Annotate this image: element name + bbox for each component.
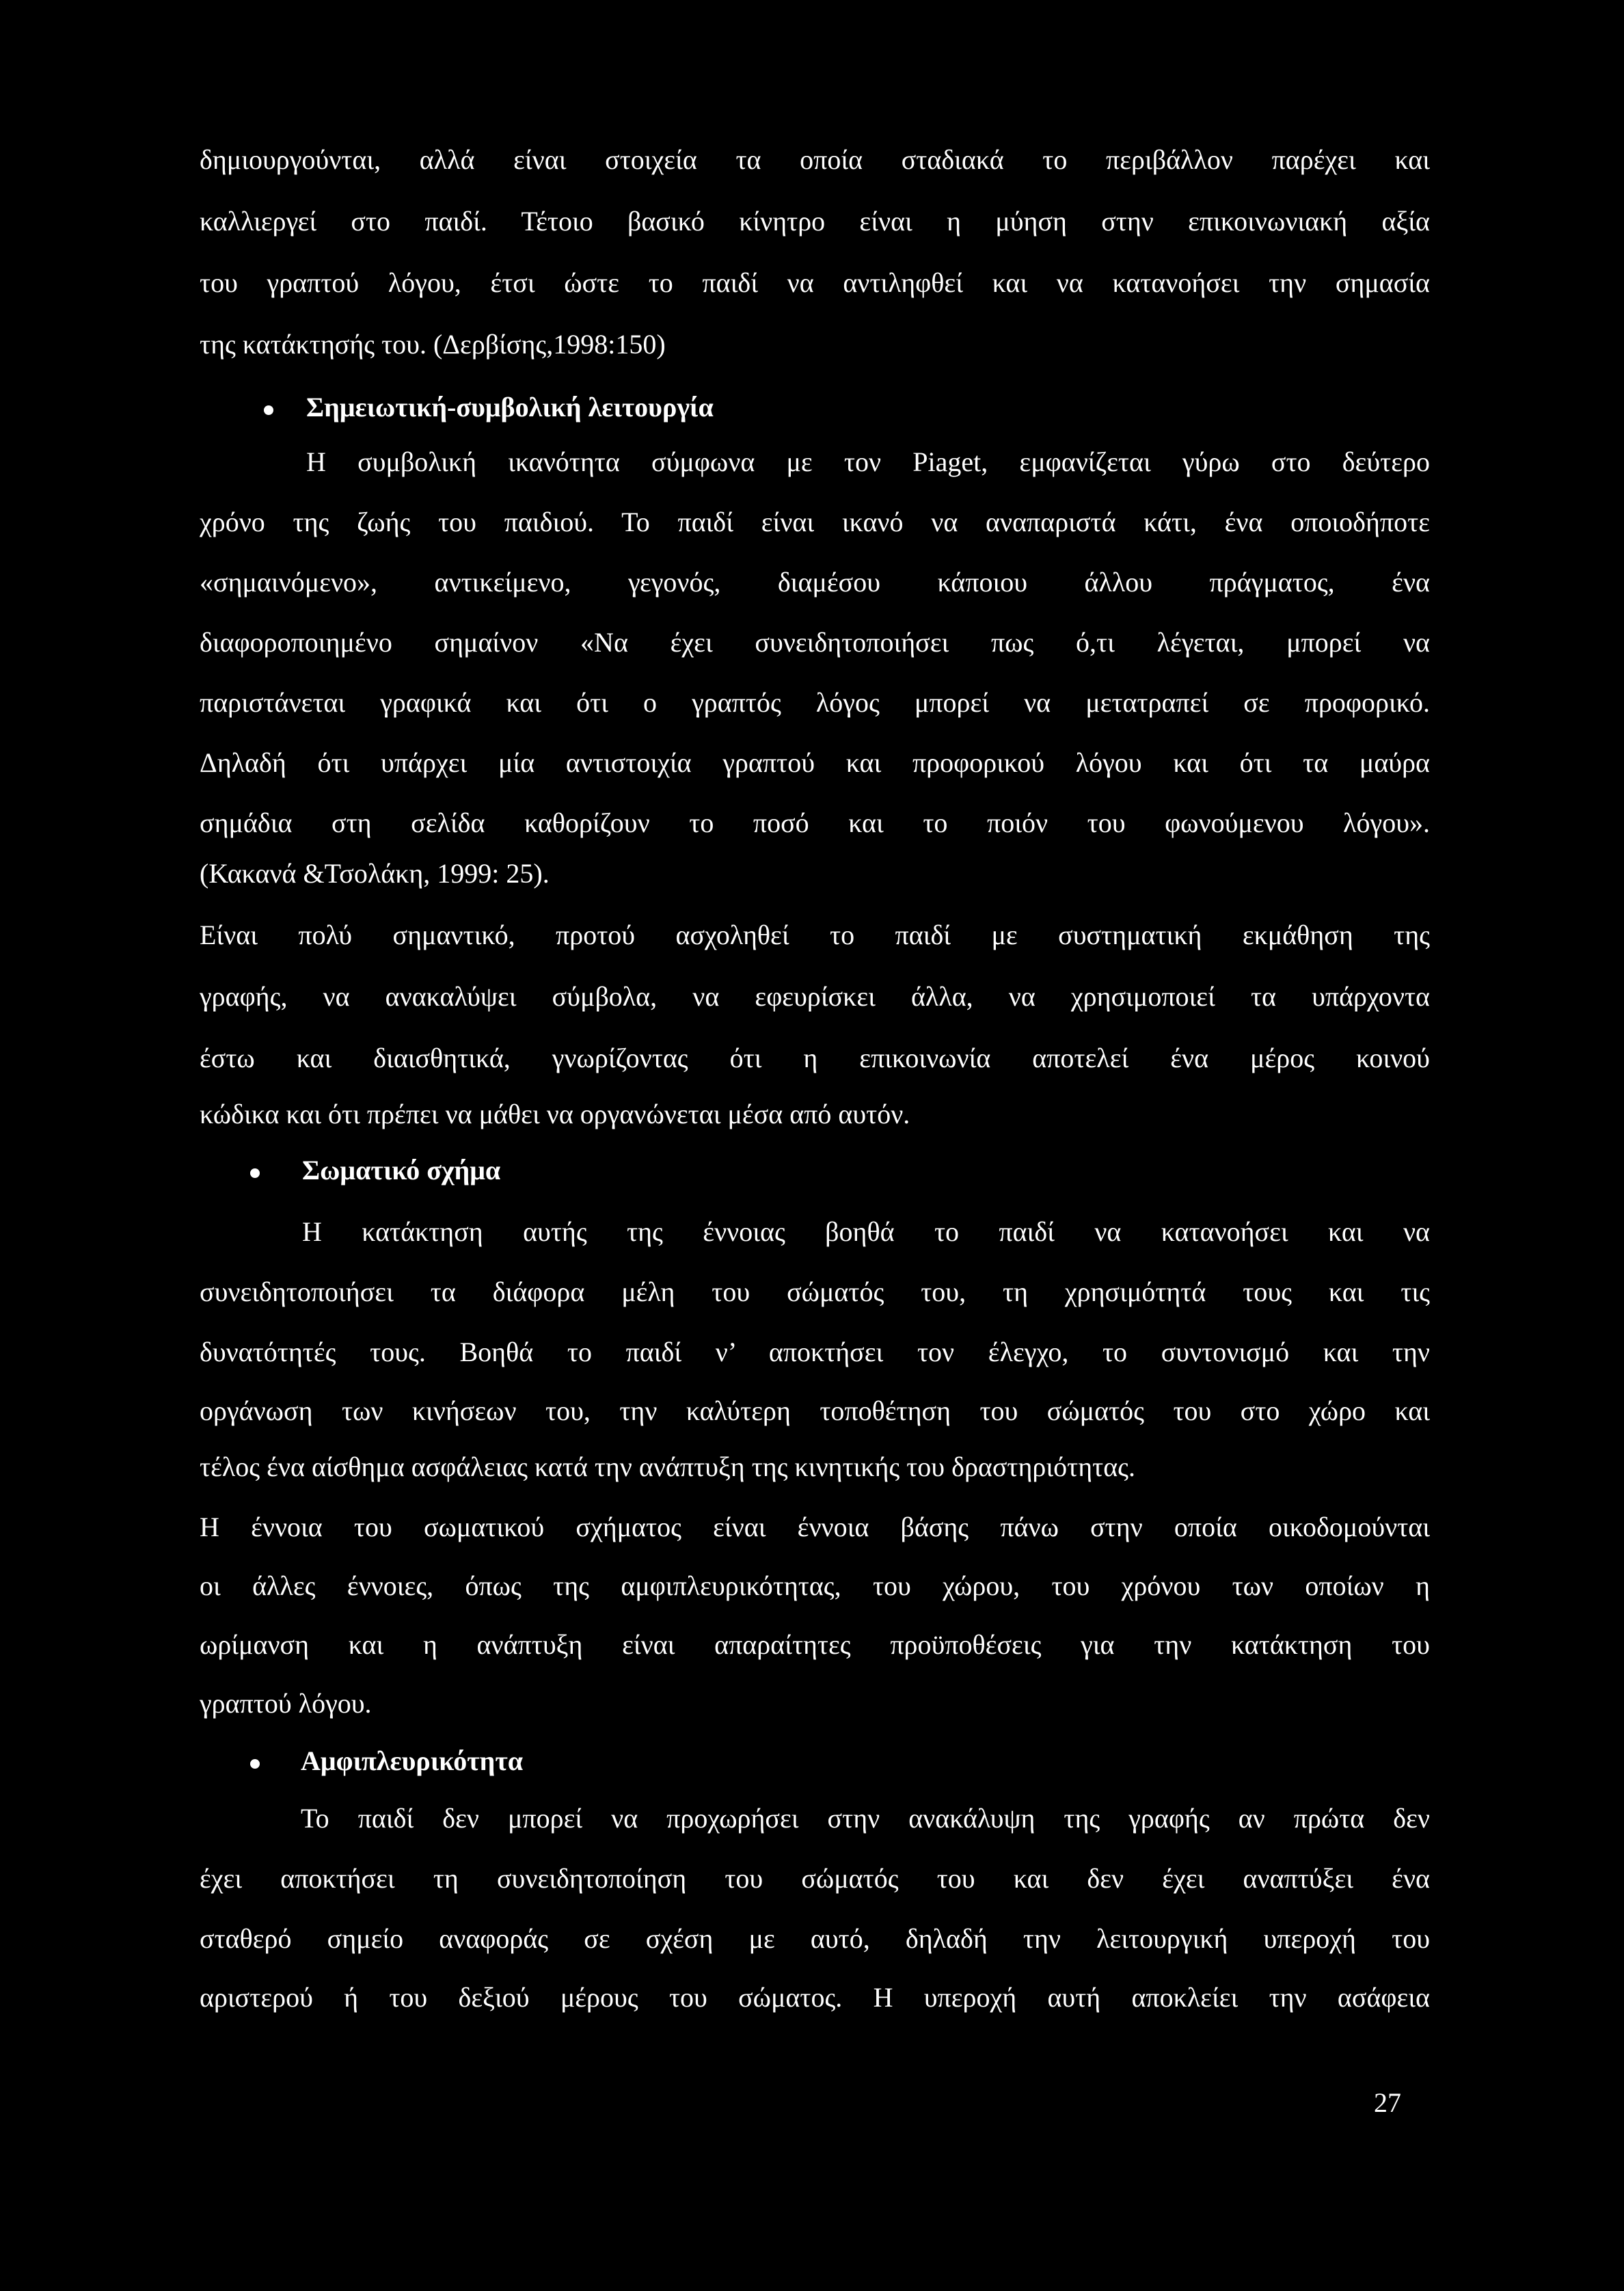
text-line: Το παιδί δεν μπορεί να προχωρήσει στην ανακάλυψη της γραφής αν πρώτα δεν (301, 1803, 1430, 1834)
text-line: έχει αποκτήσει τη συνειδητοποίηση του σώματός του και δεν έχει αναπτύξει ένα (200, 1863, 1430, 1894)
text-line: σημάδια στη σελίδα καθορίζουν το ποσό και το ποιόν του φωνούμενου λόγου». (200, 807, 1430, 838)
text-line: καλλιεργεί στο παιδί. Τέτοιο βασικό κίνητρο είναι η μύηση στην επικοινωνιακή αξία (200, 206, 1430, 237)
text-line: «σημαινόμενο», αντικείμενο, γεγονός, διαμέσου κάποιου άλλου πράγματος, ένα (200, 567, 1430, 598)
text-line: χρόνο της ζωής του παιδιού. Το παιδί είναι ικανό να αναπαριστά κάτι, ένα οποιοδήποτε (200, 507, 1430, 537)
text-line: γραφής, να ανακαλύψει σύμβολα, να εφευρίσκει άλλα, να χρησιμοποιεί τα υπάρχοντα (200, 981, 1430, 1012)
text-line: σταθερό σημείο αναφοράς σε σχέση με αυτό, δηλαδή την λειτουργική υπεροχή του (200, 1923, 1430, 1954)
text-line: Δηλαδή ότι υπάρχει μία αντιστοιχία γραπτού και προφορικού λόγου και ότι τα μαύρα (200, 747, 1430, 778)
text-line: ωρίμανση και η ανάπτυξη είναι απαραίτητες προϋποθέσεις για την κατάκτηση του (200, 1629, 1430, 1660)
text-line: Είναι πολύ σημαντικό, προτού ασχοληθεί το παιδί με συστηματική εκμάθηση της (200, 920, 1430, 950)
text-line: έστω και διαισθητικά, γνωρίζοντας ότι η επικοινωνία αποτελεί ένα μέρος κοινού (200, 1043, 1430, 1073)
bullet-icon (250, 1759, 260, 1769)
text-line: οι άλλες έννοιες, όπως της αμφιπλευρικότητας, του χώρου, του χρόνου των οποίων η (200, 1570, 1430, 1601)
text-line: συνειδητοποιήσει τα διάφορα μέλη του σώματός του, τη χρησιμότητά τους και τις (200, 1276, 1430, 1307)
text-line: της κατάκτησής του. (Δερβίσης,1998:150) (200, 329, 666, 360)
bullet-icon (250, 1168, 260, 1178)
section-heading: Σημειωτική-συμβολική λειτουργία (306, 392, 714, 423)
text-line: δυνατότητές τους. Βοηθά το παιδί ν’ αποκτήσει τον έλεγχο, το συντονισμό και την (200, 1337, 1430, 1367)
text-line: διαφοροποιημένο σημαίνον «Να έχει συνειδητοποιήσει πως ό,τι λέγεται, μπορεί να (200, 627, 1430, 658)
text-line: γραπτού λόγου. (200, 1688, 372, 1719)
section-heading: Αμφιπλευρικότητα (301, 1745, 524, 1776)
page-number: 27 (1374, 2087, 1401, 2118)
bullet-icon (264, 405, 273, 415)
text-line: κώδικα και ότι πρέπει να μάθει να οργανώνεται μέσα από αυτόν. (200, 1099, 910, 1129)
text-line: του γραπτού λόγου, έτσι ώστε το παιδί να αντιληφθεί και να κατανοήσει την σημασία (200, 267, 1430, 298)
section-heading: Σωματικό σχήμα (302, 1155, 501, 1185)
text-line: Η έννοια του σωματικού σχήματος είναι έννοια βάσης πάνω στην οποία οικοδομούνται (200, 1512, 1430, 1542)
text-line: Η κατάκτηση αυτής της έννοιας βοηθά το παιδί να κατανοήσει και να (302, 1216, 1430, 1247)
text-line: Η συμβολική ικανότητα σύμφωνα με τον Piaget, εμφανίζεται γύρω στο δεύτερο (306, 446, 1430, 477)
text-line: παριστάνεται γραφικά και ότι ο γραπτός λόγος μπορεί να μετατραπεί σε προφορικό. (200, 687, 1430, 718)
text-line: τέλος ένα αίσθημα ασφάλειας κατά την ανάπτυξη της κινητικής του δραστηριότητας. (200, 1451, 1136, 1482)
text-line: αριστερού ή του δεξιού μέρους του σώματος. Η υπεροχή αυτή αποκλείει την ασάφεια (200, 1982, 1430, 2013)
text-line: (Κακανά &Τσολάκη, 1999: 25). (200, 858, 550, 889)
text-line: δημιουργούνται, αλλά είναι στοιχεία τα οποία σταδιακά το περιβάλλον παρέχει και (200, 144, 1430, 175)
text-line: οργάνωση των κινήσεων του, την καλύτερη τοποθέτηση του σώματός του στο χώρο και (200, 1395, 1430, 1426)
